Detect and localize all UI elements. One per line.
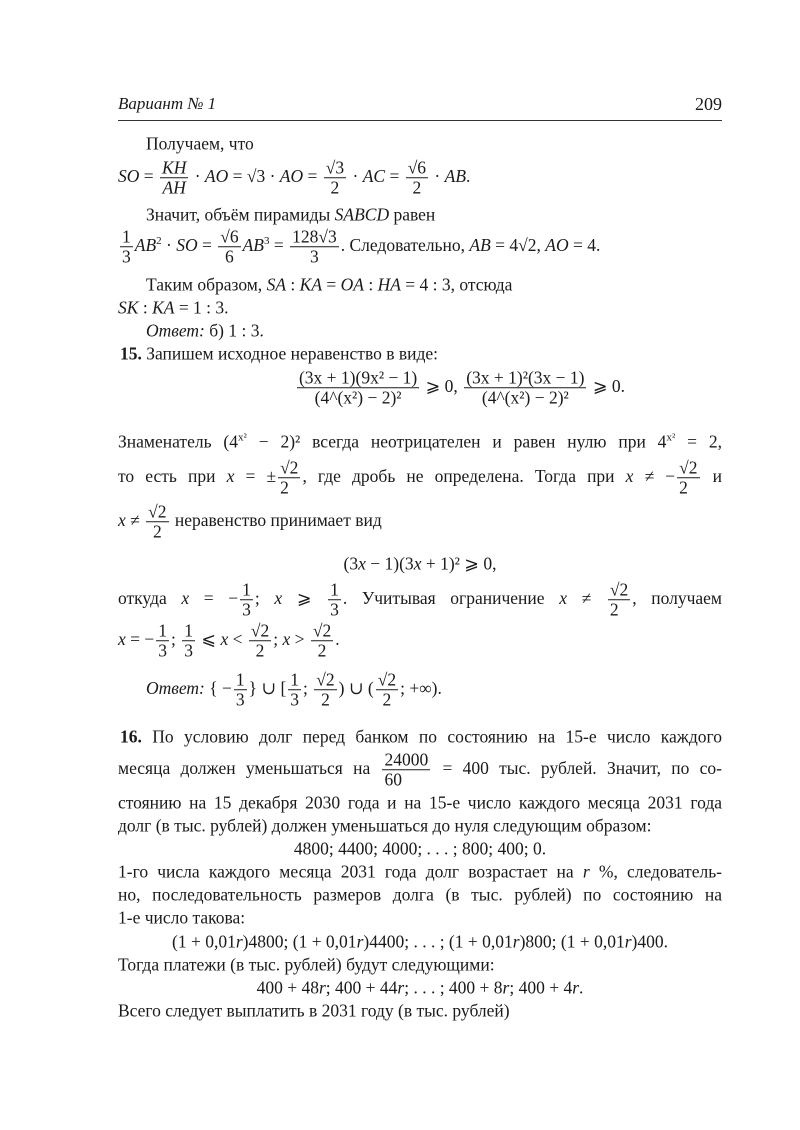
- math-symbol: AB: [242, 235, 264, 256]
- superscript: 2: [156, 235, 162, 248]
- formula-line: $\frac{\text{(3x + 1)(9x² − 1)}}{\text{(4\textasciicircum{}(x²) − 2)²}}$ ⩾ 0, $\frac{\text{(3x + 1)²(3x − 1)}}{\text{(4\textasciicircum{}(x²) − 2)²}}$ ⩾ 0.: [298, 367, 626, 408]
- fraction: [278, 458, 300, 498]
- text-line: месяца должен уменьшаться на $\frac{24000}{60}$ = 400 тыс. рублей. Значит, по со-: [118, 749, 722, 790]
- math-symbol: OA: [340, 274, 364, 295]
- fraction: [182, 621, 195, 661]
- fraction-numerator: 1: [330, 579, 339, 600]
- fraction: [608, 580, 630, 620]
- math-symbol: SABCD: [334, 204, 390, 225]
- math-symbol: x: [559, 588, 567, 609]
- fraction-denominator: 2: [412, 177, 422, 198]
- formula-line: $\frac{1}{3}$ $AB^2$ · SO = $\frac{√6}{6}$ $AB^3$ = $\frac{128√3}{3}$ . Следовательно, AB = 4√2, AO = 4.: [122, 226, 601, 267]
- text-line: Тогда платежи (в тыс. рублей) будут следующими:: [118, 954, 495, 975]
- fraction: [146, 502, 168, 542]
- math-symbol: x: [282, 629, 291, 650]
- math-symbol: KA: [152, 297, 175, 318]
- fraction: [240, 580, 253, 620]
- running-title: Вариант № 1: [118, 94, 217, 113]
- fraction-numerator: 1: [242, 579, 251, 600]
- fraction: [311, 621, 333, 661]
- math-symbol: Ответ:: [146, 320, 205, 341]
- fraction-numerator: √2: [148, 501, 167, 522]
- math-symbol: AB: [444, 166, 467, 187]
- math-symbol: x: [220, 629, 229, 650]
- fraction-numerator: √2: [280, 457, 299, 478]
- fraction-denominator: 3: [242, 599, 251, 620]
- fraction: [218, 227, 240, 267]
- fraction-denominator: 3: [122, 246, 131, 267]
- fraction-denominator: 2: [152, 521, 162, 542]
- fraction-denominator: (4^(x²) − 2)²: [314, 387, 402, 408]
- math-symbol: HA: [377, 274, 401, 295]
- fraction-denominator: 2: [280, 477, 289, 498]
- math-symbol: x: [625, 466, 634, 487]
- fraction: [406, 158, 428, 198]
- fraction-denominator: 3: [184, 640, 194, 661]
- superscript: 3: [263, 235, 270, 248]
- fraction-denominator: 2: [317, 640, 327, 661]
- math-symbol: AC: [362, 166, 386, 187]
- fraction-denominator: 3: [158, 640, 168, 661]
- fraction-numerator: 1: [158, 620, 168, 641]
- fraction-numerator: √2: [250, 620, 270, 641]
- fraction-numerator: (3x + 1)²(3x − 1): [466, 367, 585, 388]
- text-line: x = − $\frac{1}{3}$ ; $\frac{1}{3}$ ⩽ x < $\frac{√2}{2}$ ; x > $\frac{√2}{2}$ .: [118, 620, 340, 661]
- text-line: долг (в тыс. рублей) должен уменьшаться до нуля следующим образом:: [118, 815, 652, 836]
- answer-line: Ответ: б) 1 : 3.: [146, 320, 264, 341]
- fraction-numerator: KH: [162, 157, 187, 178]
- fraction-denominator: (4^(x²) − 2)²: [481, 387, 569, 408]
- fraction-denominator: 3: [235, 689, 245, 710]
- text-line: Таким образом, SA : KA = OA : HA = 4 : 3, отсюда: [146, 274, 513, 295]
- text-line: 1-го числа каждого месяца 2031 года долг возрастает на r %, следователь-: [118, 861, 722, 882]
- math-symbol: KA: [299, 274, 323, 295]
- fraction: [234, 670, 247, 710]
- math-symbol: x: [358, 553, 366, 574]
- fraction-numerator: 1: [184, 620, 194, 641]
- fraction: [382, 750, 430, 790]
- fraction-numerator: √2: [679, 457, 698, 478]
- fraction-numerator: 1: [290, 669, 300, 690]
- math-symbol: r: [502, 977, 510, 998]
- fraction-numerator: (3x + 1)(9x² − 1): [298, 367, 418, 388]
- fraction-numerator: √2: [316, 669, 335, 690]
- fraction-numerator: 1: [235, 669, 245, 690]
- text-line: Значит, объём пирамиды SABCD равен: [146, 204, 436, 225]
- fraction-denominator: 60: [384, 769, 402, 790]
- math-symbol: x: [118, 629, 126, 650]
- fraction-denominator: 2: [382, 689, 392, 710]
- math-symbol: x: [181, 588, 190, 609]
- text-line: Получаем, что: [146, 133, 254, 154]
- math-symbol: SK: [118, 297, 139, 318]
- fraction: [314, 670, 336, 710]
- fraction: [677, 458, 699, 498]
- math-symbol: x: [413, 553, 422, 574]
- text-line: Знаменатель $(4^{x^2} - 2)^2$ всегда неотрицателен и равен нулю при $4^{x^2} = 2$,: [118, 431, 722, 452]
- header-rule: [118, 120, 722, 121]
- superscript: x²: [666, 431, 676, 444]
- formula-line: 400 + 48r; 400 + 44r; . . . ; 400 + 8r; 400 + 4r.: [256, 977, 584, 998]
- math-symbol: r: [318, 977, 326, 998]
- math-symbol: r: [512, 931, 520, 952]
- fraction-numerator: 128√3: [292, 226, 337, 247]
- superscript: x²: [238, 431, 247, 444]
- fraction-denominator: 3: [310, 246, 319, 267]
- fraction: [160, 158, 188, 198]
- fraction: [156, 621, 169, 661]
- math-symbol: SA: [266, 274, 287, 295]
- math-symbol: AO: [279, 166, 304, 187]
- fraction-numerator: √2: [312, 620, 332, 641]
- math-symbol: Ответ:: [146, 678, 205, 699]
- text-line: Всего следует выплатить в 2031 году (в тыс. рублей): [118, 1000, 510, 1021]
- math-symbol: AB: [469, 235, 491, 256]
- problem-number: 15.: [120, 343, 142, 364]
- math-symbol: AB: [134, 235, 157, 256]
- formula-line: 4800; 4400; 4000; . . . ; 800; 400; 0.: [293, 838, 547, 859]
- fraction: [464, 368, 586, 408]
- math-symbol: x: [118, 510, 126, 531]
- math-symbol: r: [356, 931, 364, 952]
- problem-16-heading: 16. По условию долг перед банком по состоянию на 15-е число каждого: [120, 726, 722, 747]
- math-symbol: r: [582, 861, 590, 882]
- fraction-numerator: √2: [377, 669, 397, 690]
- fraction: [120, 227, 133, 267]
- math-symbol: r: [235, 931, 243, 952]
- text-line: 1-е число такова:: [118, 907, 246, 928]
- math-symbol: r: [624, 931, 632, 952]
- answer-line: Ответ: { − $\frac{1}{3}$ } ∪ [ $\frac{1}{3}$ ; $\frac{√2}{2}$ ) ∪ ( $\frac{√2}{2}$ ; +∞).: [146, 669, 442, 710]
- fraction-numerator: √6: [220, 226, 239, 247]
- math-symbol: AO: [545, 235, 569, 256]
- text-line: SK : KA = 1 : 3.: [118, 297, 229, 318]
- fraction-denominator: 2: [321, 689, 330, 710]
- math-symbol: x: [226, 466, 235, 487]
- fraction: [249, 621, 271, 661]
- fraction: [376, 670, 398, 710]
- fraction-denominator: 2: [679, 477, 688, 498]
- fraction-denominator: 3: [290, 689, 300, 710]
- problem-15-heading: 15. Запишем исходное неравенство в виде:: [120, 343, 439, 364]
- fraction: [297, 368, 419, 408]
- fraction-denominator: 3: [330, 599, 339, 620]
- fraction-denominator: 6: [225, 246, 234, 267]
- fraction-numerator: 1: [122, 226, 131, 247]
- text-line: стоянию на 15 декабря 2030 года и на 15-е число каждого месяца 2031 года: [118, 792, 722, 813]
- fraction-denominator: 2: [330, 177, 340, 198]
- fraction: [328, 580, 341, 620]
- problem-number: 16.: [120, 726, 142, 747]
- fraction-numerator: √2: [609, 579, 629, 600]
- formula-line: (3x − 1)(3x + 1)² ⩾ 0,: [343, 553, 497, 574]
- text-line: x ≠ $\frac{√2}{2}$ неравенство принимает вид: [118, 501, 382, 542]
- fraction-denominator: 2: [609, 599, 619, 620]
- formula-line: (1 + 0,01r)4800; (1 + 0,01r)4400; . . . ; (1 + 0,01r)800; (1 + 0,01r)400.: [172, 931, 668, 952]
- text-line: откуда x = − $\frac{1}{3}$ ; x ⩾ $\frac{1}{3}$ . Учитывая ограничение x ≠ $\frac{√2}{2}$ , получаем: [118, 579, 722, 620]
- fraction-numerator: √6: [407, 157, 427, 178]
- math-symbol: AO: [204, 166, 229, 187]
- fraction: [324, 158, 346, 198]
- math-symbol: x: [274, 588, 283, 609]
- fraction-denominator: AH: [162, 177, 186, 198]
- fraction-denominator: 2: [255, 640, 265, 661]
- math-symbol: r: [397, 977, 405, 998]
- math-symbol: r: [572, 977, 580, 998]
- fraction: [288, 670, 301, 710]
- page-number: 209: [695, 94, 722, 114]
- fraction-numerator: √3: [325, 157, 345, 178]
- fraction-numerator: 24000: [384, 749, 429, 770]
- fraction: [290, 227, 339, 267]
- math-symbol: SO: [176, 235, 198, 256]
- text-line: но, последовательность размеров долга (в тыс. рублей) по состоянию на: [118, 884, 722, 905]
- text-line: то есть при x = ± $\frac{√2}{2}$ , где дробь не определена. Тогда при x ≠ − $\frac{√2}{2}$ и: [118, 457, 722, 498]
- math-symbol: SO: [118, 166, 140, 187]
- formula-line: SO = $\frac{KH}{AH}$ · AO = √3 · AO = $\frac{√3}{2}$ · AC = $\frac{√6}{2}$ · AB.: [118, 157, 471, 198]
